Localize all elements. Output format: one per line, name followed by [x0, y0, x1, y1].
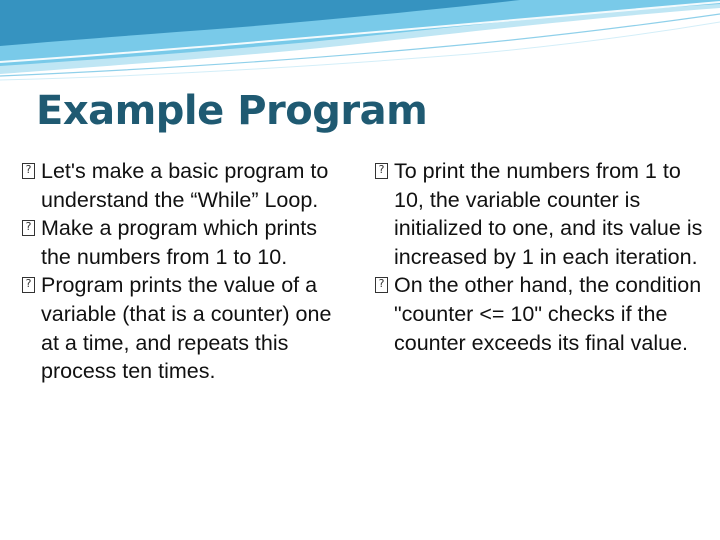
bullet-text: Let's make a basic program to understand the “While” Loop.	[41, 159, 329, 212]
bullet-text: To print the numbers from 1 to 10, the variable counter is initialized to one, and its value is increased by 1 in each iteration.	[394, 159, 703, 269]
bullet-text: Program prints the value of a variable (that is a counter) one at a time, and repeats this process ten times.	[41, 273, 332, 384]
missing-glyph-bullet-icon	[22, 163, 35, 179]
bullet-item	[375, 271, 705, 357]
missing-glyph-bullet-icon	[22, 277, 35, 293]
missing-glyph-bullet-icon	[375, 277, 388, 293]
bullet-item	[22, 271, 342, 385]
bullet-item	[375, 157, 705, 271]
bullet-text: On the other hand, the condition "counter <= 10" checks if the counter exceeds its final value.	[394, 273, 702, 355]
missing-glyph-bullet-icon	[22, 220, 35, 236]
left-bullet-list	[22, 157, 342, 386]
missing-glyph-bullet-icon	[375, 163, 388, 179]
right-bullet-list	[375, 157, 705, 357]
slide-title: Example Program	[36, 88, 428, 134]
header-wave-decoration	[0, 0, 720, 90]
bullet-text: Make a program which prints the numbers from 1 to 10.	[41, 216, 318, 269]
bullet-item	[22, 214, 342, 271]
bullet-item	[22, 157, 342, 214]
